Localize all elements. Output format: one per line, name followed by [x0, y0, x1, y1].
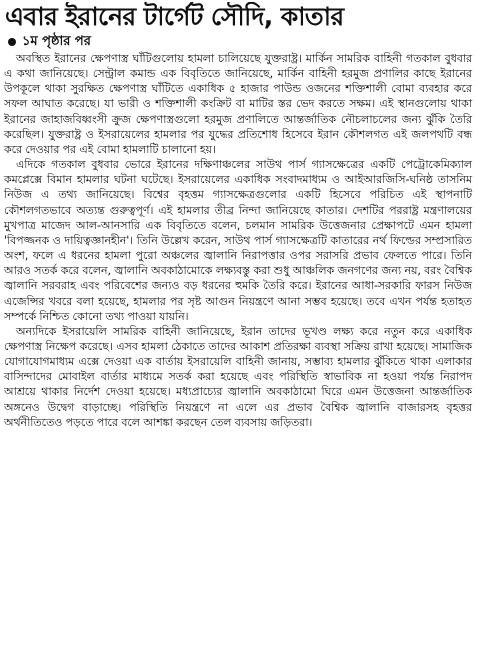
continued-from-line: [8, 33, 472, 50]
continued-from-label: ১ম পৃষ্ঠার পর: [22, 34, 91, 49]
article-headline: এবার ইরানের টার্গেট সৌদি, কাতার: [5, 2, 344, 31]
article-paragraph: এদিকে গতকাল বুধবার ভোরে ইরানের দক্ষিণাঞ্চলের সাউথ পার্স গ্যাসক্ষেত্রের একটি পেট্রোকেমিক্যাল কমপ্লেক্সে বিমান হামলার ঘটনা ঘটেছে। ইসরায়েলের একাধিক সংবাদমাধ্যম ও আইআরজিসি-ঘনিষ্ঠ তাসনিম নিউজ এ তথ্য জানিয়েছে। বিশ্বের বৃহত্তম গ্যাসক্ষেত্রগুলোর একটি হিসেবে পরিচিত এই স্থাপনাটি কৌশলগতভাবে অত্যন্ত গুরুত্বপূর্ণ। এই হামলার তীব্র নিন্দা জানিয়েছে কাতার। দেশটির পররাষ্ট্র মন্ত্রণালয়ের মুখপাত্র মাজেদ আল-আনসারি এক বিবৃতিতে বলেন, চলমান সামরিক উত্তেজনার প্রেক্ষাপটে এমন হামলা 'বিপজ্জনক ও দায়িত্বজ্ঞানহীন'। তিনি উল্লেখ করেন, সাউথ পার্স গ্যাসক্ষেত্রটি কাতারের নর্থ ফিল্ডের সম্প্রসারিত অংশ, ফলে এ ধরনের হামলা পুরো অঞ্চলের জ্বালানি নিরাপত্তার ওপর সরাসরি প্রভাব ফেলতে পারে। তিনি আরও সতর্ক করে বলেন, জ্বালানি অবকাঠামোকে লক্ষ্যবস্তু করা শুধু আঞ্চলিক জনগণের জন্য নয়, বরং বৈশ্বিক জ্বালানি সরবরাহ এবং পরিবেশের জন্যও বড় ধরনের হুমকি তৈরি করে। ইরানের আধা-সরকারি ফারস নিউজ এজেন্সির খবরে বলা হয়েছে, হামলার পর সৃষ্ট আগুন নিয়ন্ত্রণে আনা সম্ভব হয়েছে। তবে এখন পর্যন্ত হতাহত সম্পর্কে নিশ্চিত কোনো তথ্য পাওয়া যায়নি।: [4, 158, 472, 323]
article-body: [4, 51, 472, 430]
article-paragraph: অন্যদিকে ইসরায়েলি সামরিক বাহিনী জানিয়েছে, ইরান তাদের ভূখণ্ড লক্ষ্য করে নতুন করে একাধিক ক্ষেপণাস্ত্র নিক্ষেপ করেছে। এসব হামলা ঠেকাতে তাদের আকাশ প্রতিরক্ষা ব্যবস্থা সক্রিয় রাখা হয়েছে। সামাজিক যোগাযোগমাধ্যম এক্সে দেওয়া এক বার্তায় ইসরায়েলি বাহিনী জানায়, সম্ভাব্য হামলার ঝুঁকিতে থাকা এলাকার বাসিন্দাদের মোবাইল বার্তার মাধ্যমে সতর্ক করা হয়েছে এবং পরিস্থিতি স্বাভাবিক না হওয়া পর্যন্ত নিরাপদ আশ্রয়ে থাকার নির্দেশ দেওয়া হয়েছে। মধ্যপ্রাচ্যের জ্বালানি অবকাঠামো ঘিরে এমন উত্তেজনা আন্তর্জাতিক অঙ্গনেও উদ্বেগ বাড়াচ্ছে। পরিস্থিতি নিয়ন্ত্রণে না এলে এর প্রভাব বৈশ্বিক জ্বালানি বাজারসহ বৃহত্তর অর্থনীতিতেও পড়তে পারে বলে আশঙ্কা করছেন তেল ব্যবসায় জড়িতরা।: [4, 324, 472, 429]
bullet-icon: [8, 38, 16, 46]
article-paragraph: অবস্থিত ইরানের ক্ষেপণাস্ত্র ঘাঁটিগুলোয় হামলা চালিয়েছে যুক্তরাষ্ট্র। মার্কিন সামরিক বাহিনী গতকাল বুধবার এ কথা জানিয়েছে। সেন্ট্রাল কমান্ড এক বিবৃতিতে জানিয়েছে, মার্কিন বাহিনী হরমুজ প্রণালির কাছে ইরানের উপকূলে থাকা সুরক্ষিত ক্ষেপণাস্ত্র ঘাঁটিতে একাধিক ৫ হাজার পাউন্ড ওজনের শক্তিশালী বোমা ব্যবহার করে সফল আঘাত করেছে। যা ভারী ও শক্তিশালী কংক্রিট বা মাটির স্তর ভেদ করতে সক্ষম। এই স্থানগুলোয় থাকা ইরানের জাহাজবিধ্বংসী ক্রুজ ক্ষেপণাস্ত্রগুলো হরমুজ প্রণালিতে আন্তর্জাতিক নৌচলাচলের জন্য ঝুঁকি তৈরি করেছিল। যুক্তরাষ্ট্র ও ইসরায়েলের হামলার পর যুদ্ধের প্রতিশোধ হিসেবে ইরান কৌশলগত এই জলপথটি বন্ধ করে দেওয়ার পর এই বোমা হামলাটি চালানো হয়।: [4, 52, 472, 156]
